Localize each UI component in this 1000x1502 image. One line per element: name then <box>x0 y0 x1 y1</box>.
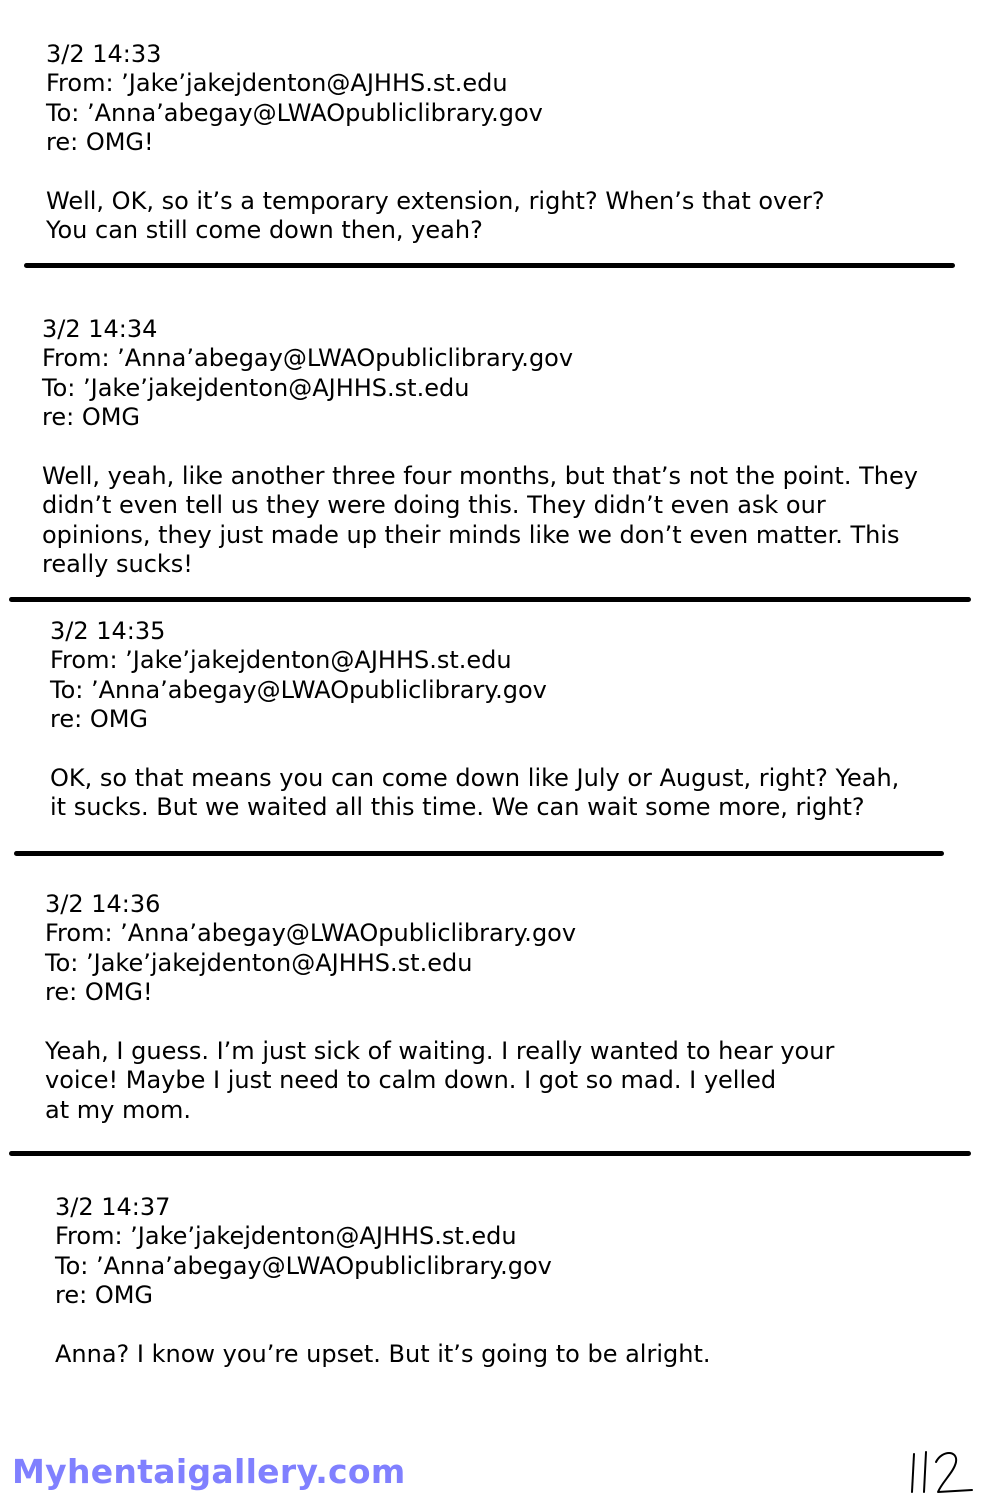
email-from: From: ’Jake’jakejdenton@AJHHS.st.edu <box>46 69 508 98</box>
email-timestamp: 3/2 14:35 <box>50 617 166 645</box>
email-from: From: ’Jake’jakejdenton@AJHHS.st.edu <box>55 1222 517 1251</box>
email-body: Well, OK, so it’s a temporary extension, right? When’s that over? You can still come down then, yeah? <box>46 187 825 245</box>
divider-line <box>24 263 955 268</box>
email-from: From: ’Anna’abegay@LWAOpubliclibrary.gov <box>42 344 574 373</box>
email-to: To: ’Jake’jakejdenton@AJHHS.st.edu <box>42 373 470 402</box>
email-message <box>45 890 834 1125</box>
email-message <box>50 617 899 823</box>
email-message <box>46 40 825 246</box>
email-timestamp: 3/2 14:33 <box>46 40 162 68</box>
email-body: Anna? I know you’re upset. But it’s going to be alright. <box>55 1340 711 1369</box>
email-message <box>42 315 918 580</box>
email-timestamp: 3/2 14:37 <box>55 1193 171 1221</box>
email-to: To: ’Anna’abegay@LWAOpubliclibrary.gov <box>46 98 543 127</box>
email-message <box>55 1193 710 1369</box>
email-subject: re: OMG! <box>45 978 153 1007</box>
email-from: From: ’Anna’abegay@LWAOpubliclibrary.gov <box>45 919 577 948</box>
page-number-handwriting <box>908 1448 980 1498</box>
email-subject: re: OMG <box>42 403 141 432</box>
email-timestamp: 3/2 14:36 <box>45 890 161 918</box>
email-body: Yeah, I guess. I’m just sick of waiting. I really wanted to hear your voice! Maybe I just need to calm down. I got so mad. I yelled at my mom. <box>45 1037 835 1124</box>
email-subject: re: OMG <box>55 1281 154 1310</box>
email-body: Well, yeah, like another three four months, but that’s not the point. They didn’t even tell us they were doing this. They didn’t even ask our opinions, they just made up their minds like we don’t even matter. This really sucks! <box>42 462 918 579</box>
page-number <box>908 1448 980 1498</box>
email-to: To: ’Anna’abegay@LWAOpubliclibrary.gov <box>50 675 547 704</box>
email-from: From: ’Jake’jakejdenton@AJHHS.st.edu <box>50 646 512 675</box>
email-to: To: ’Jake’jakejdenton@AJHHS.st.edu <box>45 948 473 977</box>
email-body: OK, so that means you can come down like July or August, right? Yeah, it sucks. But we waited all this time. We can wait some more, right? <box>50 764 900 822</box>
email-subject: re: OMG <box>50 705 149 734</box>
divider-line <box>9 1151 971 1156</box>
divider-line <box>14 851 944 856</box>
email-timestamp: 3/2 14:34 <box>42 315 158 343</box>
divider-line <box>9 597 971 602</box>
email-to: To: ’Anna’abegay@LWAOpubliclibrary.gov <box>55 1251 552 1280</box>
email-subject: re: OMG! <box>46 128 154 157</box>
watermark: Myhentaigallery.com <box>12 1452 406 1491</box>
